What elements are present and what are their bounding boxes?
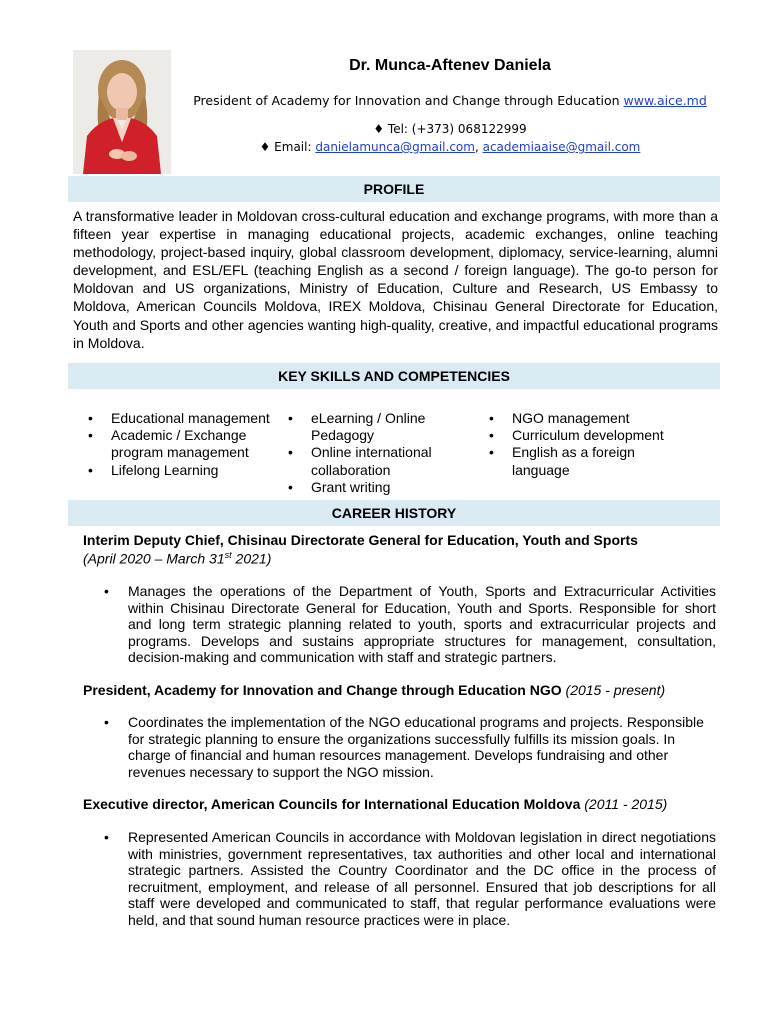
job-title-3 <box>83 796 667 812</box>
job-dates-2: (2015 - present) <box>561 682 666 698</box>
skill-item: • English as a foreign language <box>489 444 652 478</box>
job-dates-1 <box>83 550 271 567</box>
bullet-glyph: • <box>104 714 109 730</box>
skill-item: • Lifelong Learning <box>88 462 278 479</box>
subtitle-text: President of Academy for Innovation and Change through Education <box>193 93 624 108</box>
person-name: Dr. Munca-Aftenev Daniela <box>349 57 551 74</box>
job-subtitle <box>180 93 720 108</box>
skill-item: • NGO management <box>489 410 689 427</box>
website-link[interactable]: www.aice.md <box>623 93 707 108</box>
skills-column-2 <box>288 410 468 496</box>
section-header-profile: PROFILE <box>68 176 720 202</box>
job-title-1: Interim Deputy Chief, Chisinau Directorate General for Education, Youth and Sports <box>83 532 638 548</box>
job-title-2 <box>83 682 665 698</box>
job-description-1: Manages the operations of the Department of Youth, Sports and Extracurricular Activities within Chisinau Directorate General for Education, Youth and Sports. Responsible for short and long term strategic planning related to youth, sports and extracurricular projects and programs. Develops and sustains appropriate structures for management, consultation, decision-making and communication with staff and strategic partners. <box>128 583 716 666</box>
email-link-personal[interactable]: danielamunca@gmail.com <box>315 140 475 154</box>
bullet-glyph: • <box>104 583 109 599</box>
portrait-image <box>73 50 171 174</box>
skill-item: • Academic / Exchange program management <box>88 427 261 461</box>
profile-photo <box>73 50 171 174</box>
job-description-2: Coordinates the implementation of the NGO educational programs and projects. Responsible for strategic planning to ensure the organizations successfully fulfills its mission goals. In charge of financial and human resources management. Develops fundraising and other revenues necessary to support the NGO mission. <box>128 714 704 780</box>
job-title-2-text: President, Academy for Innovation and Change through Education NGO <box>83 682 562 698</box>
job-title-3-text: Executive director, American Councils for International Education Moldova <box>83 796 581 812</box>
job-dates-1-end: 2021) <box>231 550 272 567</box>
telephone-line: ♦ Tel: (+373) 068122999 <box>373 122 527 136</box>
skill-item: • Grant writing <box>288 479 468 496</box>
job-description-3: Represented American Councils in accordance with Moldovan legislation in direct negotiations with ministries, government representatives, tax authorities and other local and international strategic partners. Assisted the Country Coordinator and the DC office in the process of recruitment, employment, and release of all personnel. Ensured that job descriptions for all staff were developed and communicated to staff, that regular performance evaluations were held, and that sound human resource practices were in place. <box>128 829 716 928</box>
job-dates-1-start: (April 2020 – March 31 <box>83 550 225 567</box>
bullet-glyph: • <box>104 829 109 845</box>
email-line <box>180 140 720 154</box>
section-header-career: CAREER HISTORY <box>68 500 720 526</box>
job-bullet-1 <box>104 583 716 666</box>
profile-paragraph: A transformative leader in Moldovan cross-cultural education and exchange programs, with more than a fifteen year expertise in managing educational projects, academic exchanges, online teaching methodology, project-based inquiry, global classroom development, diplomacy, service-learning, alumni development, and ESL/EFL (teaching English as a second / foreign language). The go-to person for Moldovan and US organizations, Ministry of Education, Culture and Research, US Embassy to Moldova, American Councils Moldova, IREX Moldova, Chisinau General Directorate for Education, Youth and Sports and other agencies wanting high-quality, creative, and impactful educational programs in Moldova. <box>73 208 718 351</box>
email-label: ♦ Email: <box>259 140 316 154</box>
skill-item: • eLearning / Online Pedagogy <box>288 410 451 444</box>
email-link-academy[interactable]: academiaaise@gmail.com <box>482 140 641 154</box>
skill-item: • Online international collaboration <box>288 444 451 478</box>
job-dates-3: (2011 - 2015) <box>580 796 668 812</box>
skill-item: • Educational management <box>88 410 278 427</box>
email-separator: , <box>474 140 483 154</box>
job-dates-1-suffix: st <box>224 550 232 560</box>
skills-column-3 <box>489 410 689 479</box>
section-header-skills: KEY SKILLS AND COMPETENCIES <box>68 363 720 389</box>
job-bullet-2 <box>104 714 716 780</box>
skills-column-1 <box>88 410 278 479</box>
skill-item: • Curriculum development <box>489 427 689 444</box>
job-bullet-3 <box>104 829 716 929</box>
